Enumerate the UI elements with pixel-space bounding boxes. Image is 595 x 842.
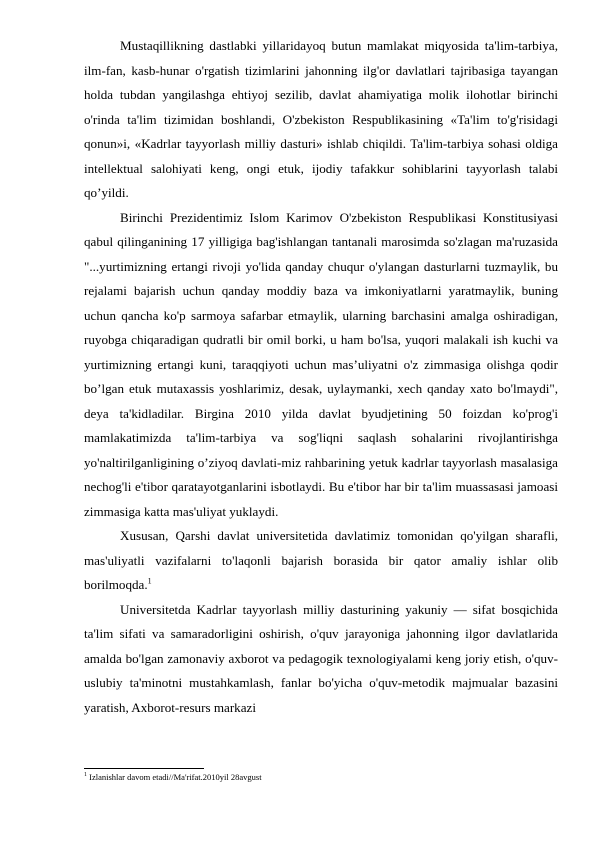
footnote-reference[interactable]: 1 (147, 576, 152, 586)
paragraph-text: Xususan, Qarshi davlat universitetida davlatimiz tomonidan qo'yilgan sharafli, mas'uliyatli vazifalarni to'laqonli bajarish borasida bir qator amaliy ishlar olib borilmoqda. (84, 528, 558, 592)
paragraph: Universitetda Kadrlar tayyorlash milliy dasturining yakuniy — sifat bosqichida ta'lim sifati va samaradorligini oshirish, o'quv jarayoniga jahonning ilgor davlatlarida amalda bo'lgan zamonaviy axborot va pedagogik texnologiyalami keng joriy etish, o'quv-uslubiy ta'minotni mustahkamlash, fanlar bo'yicha o'quv-metodik majmualar bazasini yaratish, Axborot-resurs markazi (84, 601, 558, 715)
footnote-text: Izlanishlar davom etadi//Ma'rifat.2010yil 28avgust (87, 772, 262, 782)
footnote-marker: 1 (84, 772, 87, 779)
paragraph: Birinchi Prezidentimiz Islom Karimov O'zbekiston Respublikasi Konstitusiyasi qabul qilinganining 17 yilligiga bag'ishlangan tantanali marosimda so'zlagan ma'ruzasida "...yurtimizning ertangi rivoji yo'lida qanday chuqur o'ylangan dasturlarni tuzmaylik, bu rejalami bajarish uchun qanday moddiy baza va imkoniyatlarni yaratmaylik, buning uchun qancha ko'p sarmoya safarbar etmaylik, ularning barchasini amalga oshiradigan, ruyobga chiqaradigan qudratli bir omil borki, u ham bo'lsa, yuqori malakali ish kuchi va yurtimizning ertangi kuni, taraqqiyoti uchun mas’uliyatni o'z zimmasiga olishga qodir bo’lgan etuk mutaxassis yoshlarimiz, desak, uylaymanki, xech qanday xato bo'lmaydi", deya ta'kidladilar. Birgina 2010 yilda davlat byudjetining 50 foizdan ko'prog'i mamlakatimizda ta'lim-tarbiya va sog'liqni saqlash sohalarini rivojlantirishga yo'naltirilganligining o’ziyoq davlati-miz rahbarining yetuk kadrlar tayyorlash masalasiga nechog'li e'tibor qaratayotganlarini isbotlaydi. Bu e'tibor har bir ta'lim muassasasi jamoasi zimmasiga katta mas'uliyat yuklaydi. (84, 209, 558, 519)
footnote-separator (84, 768, 204, 769)
document-body (84, 34, 558, 720)
paragraph: Mustaqillikning dastlabki yillaridayoq butun mamlakat miqyosida ta'lim-tarbiya, ilm-fan, kasb-hunar o'rgatish tizimlarini jahonning ilg'or davlatlari tajribasiga tayangan holda tubdan yangilashga ehtiyoj sezilib, davlat ahamiyatiga molik ilohotlar birinchi o'rinda ta'lim tizimidan boshlandi, O'zbekiston Respublikasining «Ta'lim to'g'risidagi qonun»i, «Kadrlar tayyorlash milliy dasturi» ishlab chiqildi. Ta'lim-tarbiya sohasi oldiga intellektual salohiyati keng, ongi etuk, ijodiy tafakkur sohiblarini tayyorlash talabi qo’yildi. (84, 38, 558, 200)
paragraph (84, 524, 558, 598)
footnote (84, 772, 262, 783)
